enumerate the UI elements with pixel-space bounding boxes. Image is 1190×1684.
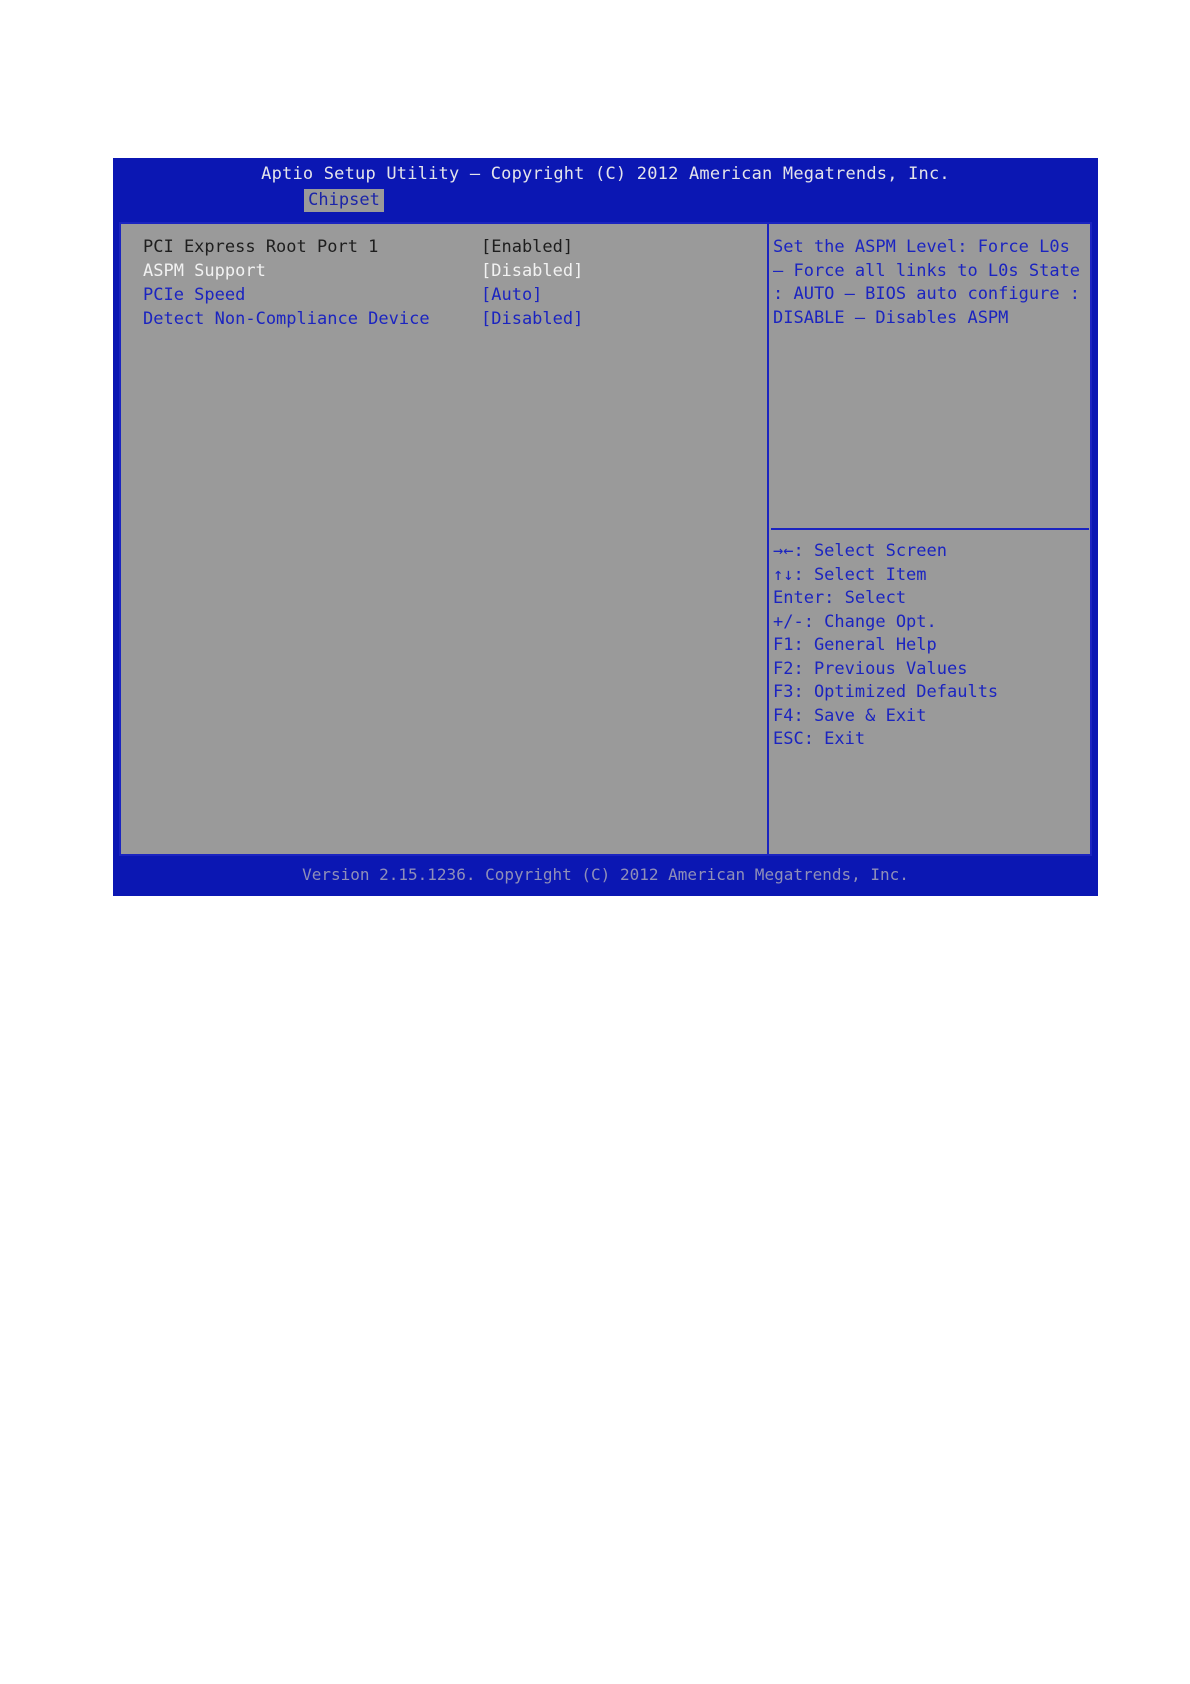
setting-value[interactable]: [Disabled] xyxy=(481,309,584,329)
setting-label: PCIe Speed xyxy=(143,285,246,305)
key-select-screen: →←: Select Screen xyxy=(773,541,947,561)
setting-label: Detect Non-Compliance Device xyxy=(143,309,430,329)
setting-row-pcie-speed[interactable] xyxy=(143,284,763,307)
key-select-item: ↑↓: Select Item xyxy=(773,564,927,585)
footer-version: Version 2.15.1236. Copyright (C) 2012 American Megatrends, Inc. xyxy=(302,865,909,884)
help-text xyxy=(773,236,1085,330)
key-legend xyxy=(773,540,1085,752)
help-pane xyxy=(769,224,1090,854)
key-previous-values: F2: Previous Values xyxy=(773,658,968,679)
key-optimized-defaults: F3: Optimized Defaults xyxy=(773,682,999,702)
key-general-help: F1: General Help xyxy=(773,635,937,655)
setting-label: ASPM Support xyxy=(143,261,266,281)
bios-setup-screen xyxy=(113,158,1098,896)
setting-value[interactable]: [Disabled] xyxy=(481,261,584,281)
setting-row-detect-non-compliance-device[interactable] xyxy=(143,308,763,331)
key-save-exit: F4: Save & Exit xyxy=(773,705,927,726)
setting-row-aspm-support[interactable] xyxy=(143,260,763,283)
key-esc-exit: ESC: Exit xyxy=(773,729,866,749)
help-line: DISABLE – Disables ASPM xyxy=(773,307,1009,328)
tab-chipset[interactable]: Chipset xyxy=(304,189,384,212)
setting-row-pci-express-root-port-1 xyxy=(143,236,763,259)
header-title: Aptio Setup Utility – Copyright (C) 2012 American Megatrends, Inc. xyxy=(261,164,950,184)
help-line: – Force all links to L0s State xyxy=(773,260,1081,281)
help-divider xyxy=(771,528,1089,530)
help-line: Set the ASPM Level: Force L0s xyxy=(773,237,1070,257)
setting-label: PCI Express Root Port 1 xyxy=(143,237,379,257)
help-line: : AUTO – BIOS auto configure : xyxy=(773,284,1081,304)
setting-value: [Enabled] xyxy=(481,237,574,257)
setting-value[interactable]: [Auto] xyxy=(481,285,543,305)
main-panel xyxy=(119,222,1092,856)
settings-pane xyxy=(121,224,769,854)
key-change-opt: +/-: Change Opt. xyxy=(773,611,937,632)
key-enter-select: Enter: Select xyxy=(773,588,907,608)
